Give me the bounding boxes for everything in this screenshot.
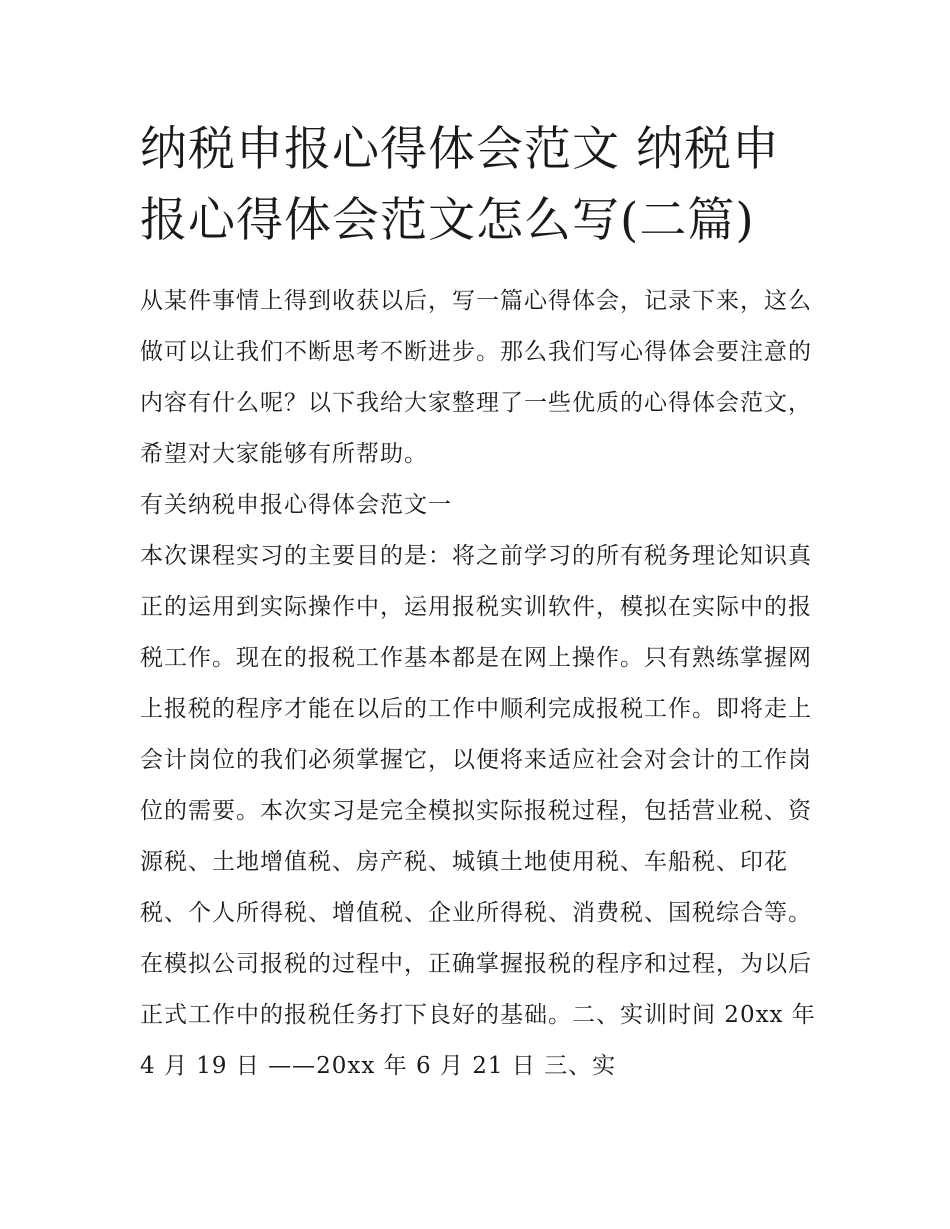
section-heading: 有关纳税申报心得体会范文一 (140, 492, 452, 518)
main-paragraph: 本次课程实习的主要目的是：将之前学习的所有税务理论知识真正的运用到实际操作中，运用报税实训软件，模拟在实际中的报税工作。现在的报税工作基本都是在网上操作。只有熟练掌握网上报税的程序才能在以后的工作中顺利完成报税工作。即将走上会计岗位的我们必须掌握它，以便将来适应社会对会计的工作岗位的需要。本次实习是完全模拟实际报税过程，包括营业税、资源税、土地增值税、房产税、城镇土地使用税、车船税、印花税、个人所得税、增值税、企业所得税、消费税、国税综合等。在模拟公司报税的过程中，正确掌握报税的程序和过程，为以后正式工作中的报税任务打下良好的基础。二、实训时间 20xx 年 4 月 19 日 ——20xx 年 6 月 21 日 三、实 (140, 543, 816, 1079)
document-title: 纳税申报心得体会范文 纳税申报心得体会范文怎么写(二篇) (140, 122, 780, 248)
intro-paragraph: 从某件事情上得到收获以后，写一篇心得体会，记录下来，这么做可以让我们不断思考不断进步。那么我们写心得体会要注意的内容有什么呢？以下我给大家整理了一些优质的心得体会范文，希望对大家能够有所帮助。 (140, 288, 812, 467)
